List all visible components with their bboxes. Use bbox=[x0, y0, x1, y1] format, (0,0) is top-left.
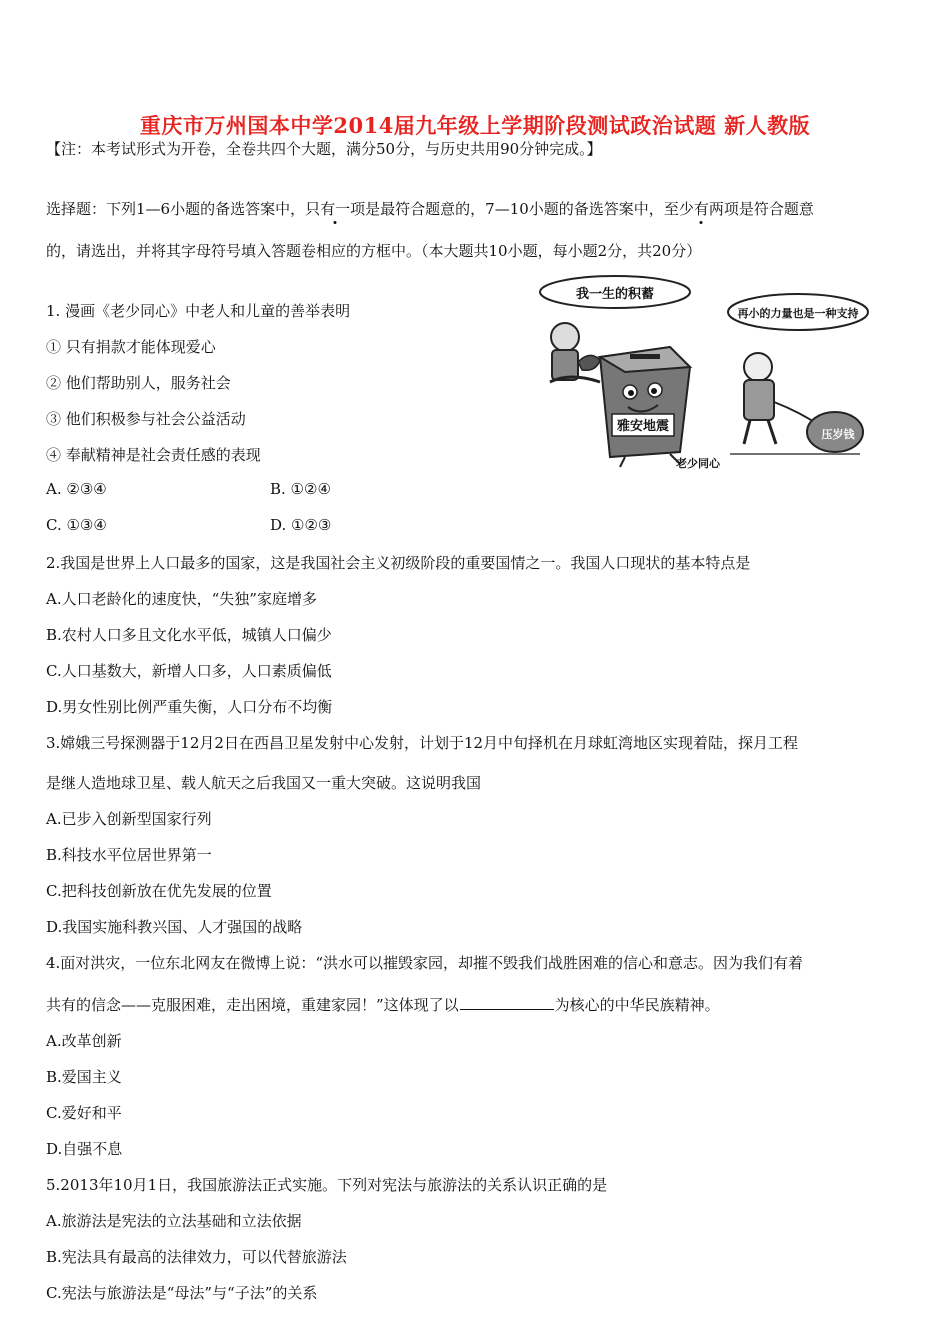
document-title: 重庆市万州国本中学2014届九年级上学期阶段测试政治试题 新人教版 bbox=[139, 113, 811, 138]
piggy-label: 压岁钱 bbox=[821, 428, 855, 441]
q4-stem-line-1: 4.面对洪灾，一位东北网友在微博上说：“洪水可以摧毁家园，却摧不毁我们战胜困难的信心和意志。因为我们有着 bbox=[46, 954, 803, 972]
q4-option-d: D.自强不息 bbox=[46, 1140, 123, 1158]
intro-text: 选择题：下列 bbox=[46, 200, 137, 218]
cartoon-illustration bbox=[530, 272, 870, 472]
q3-stem-line-1: 3.嫦娥三号探测器于12月2日在西昌卫星发射中心发射，计划于12月中旬择机在月球虹湾地区实现着陆，探月工程 bbox=[46, 734, 799, 752]
q4-fill-blank[interactable] bbox=[460, 995, 554, 1010]
q1-statement-1: ① 只有捐款才能体现爱心 bbox=[46, 338, 216, 356]
box-label-text: 雅安地震 bbox=[616, 419, 670, 434]
q3-stem-line-2: 是继人造地球卫星、载人航天之后我国又一重大突破。这说明我国 bbox=[46, 774, 482, 792]
boy-body bbox=[744, 380, 774, 420]
boy-head bbox=[744, 353, 772, 381]
q2-option-c: C.人口基数大，新增人口多，人口素质偏低 bbox=[46, 662, 332, 680]
intro-emphasis-two: 至少有两项 bbox=[663, 200, 739, 218]
q1-statement-2: ② 他们帮助别人，服务社会 bbox=[46, 374, 231, 392]
q5-option-a: A.旅游法是宪法的立法基础和立法依据 bbox=[46, 1212, 302, 1230]
q1-option-a: A. ②③④ bbox=[46, 480, 107, 498]
q3-option-c: C.把科技创新放在优先发展的位置 bbox=[46, 882, 272, 900]
intro-range-2: 7—10 bbox=[485, 200, 529, 218]
intro-text: 是最符合题意的， bbox=[365, 200, 486, 218]
q5-option-b: B.宪法具有最高的法律效力，可以代替旅游法 bbox=[46, 1248, 347, 1266]
q1-option-b: B. ①②④ bbox=[270, 480, 331, 498]
cartoon-caption: 老少同心 bbox=[676, 457, 720, 470]
q4-stem-text-a: 共有的信念——克服困难，走出困境，重建家园！”这体现了以 bbox=[46, 996, 459, 1014]
q1-option-c: C. ①③④ bbox=[46, 516, 107, 534]
instructions-line-2: 的，请选出，并将其字母符号填入答题卷相应的方框中。（本大题共10小题，每小题2分，共20分） bbox=[46, 242, 702, 260]
q4-option-b: B.爱国主义 bbox=[46, 1068, 122, 1086]
old-man-body bbox=[552, 350, 578, 380]
q2-option-d: D.男女性别比例严重失衡，人口分布不均衡 bbox=[46, 698, 333, 716]
intro-emphasis-one: 只有一项 bbox=[305, 200, 366, 218]
q3-option-a: A.已步入创新型国家行列 bbox=[46, 810, 212, 828]
q1-option-d: D. ①②③ bbox=[270, 516, 332, 534]
q4-option-c: C.爱好和平 bbox=[46, 1104, 122, 1122]
q1-stem: 1. 漫画《老少同心》中老人和儿童的善举表明 bbox=[46, 302, 351, 320]
q1-statement-3: ③ 他们积极参与社会公益活动 bbox=[46, 410, 246, 428]
q2-option-b: B.农村人口多且文化水平低，城镇人口偏少 bbox=[46, 626, 332, 644]
heart-gift bbox=[578, 355, 600, 370]
intro-text: 是符合题意 bbox=[738, 200, 814, 218]
old-man-head bbox=[551, 323, 579, 351]
q2-option-a: A.人口老龄化的速度快，“失独”家庭增多 bbox=[46, 590, 317, 608]
q1-statement-4: ④ 奉献精神是社会责任感的表现 bbox=[46, 446, 261, 464]
right-bubble-text: 再小的力量也是一种支持 bbox=[737, 307, 859, 320]
q3-option-d: D.我国实施科教兴国、人才强国的战略 bbox=[46, 918, 303, 936]
q4-option-a: A.改革创新 bbox=[46, 1032, 122, 1050]
q2-stem: 2.我国是世界上人口最多的国家，这是我国社会主义初级阶段的重要国情之一。我国人口现状的基本特点是 bbox=[46, 554, 751, 572]
q4-stem-text-b: 为核心的中华民族精神。 bbox=[554, 996, 720, 1014]
q5-option-c: C.宪法与旅游法是“母法”与“子法”的关系 bbox=[46, 1284, 318, 1302]
left-bubble-text: 我一生的积蓄 bbox=[575, 287, 655, 302]
q4-stem-line-2 bbox=[46, 994, 720, 1015]
instructions-line-1 bbox=[46, 198, 814, 219]
intro-text: 小题的备选答案中， bbox=[528, 200, 664, 218]
intro-text: 小题的备选答案中， bbox=[170, 200, 306, 218]
intro-range-1: 1—6 bbox=[136, 200, 171, 218]
exam-note: 【注：本考试形式为开卷，全卷共四个大题，满分50分，与历史共用90分钟完成。】 bbox=[46, 140, 602, 158]
q5-stem: 5.2013年10月1日，我国旅游法正式实施。下列对宪法与旅游法的关系认识正确的是 bbox=[46, 1176, 608, 1194]
q3-option-b: B.科技水平位居世界第一 bbox=[46, 846, 212, 864]
